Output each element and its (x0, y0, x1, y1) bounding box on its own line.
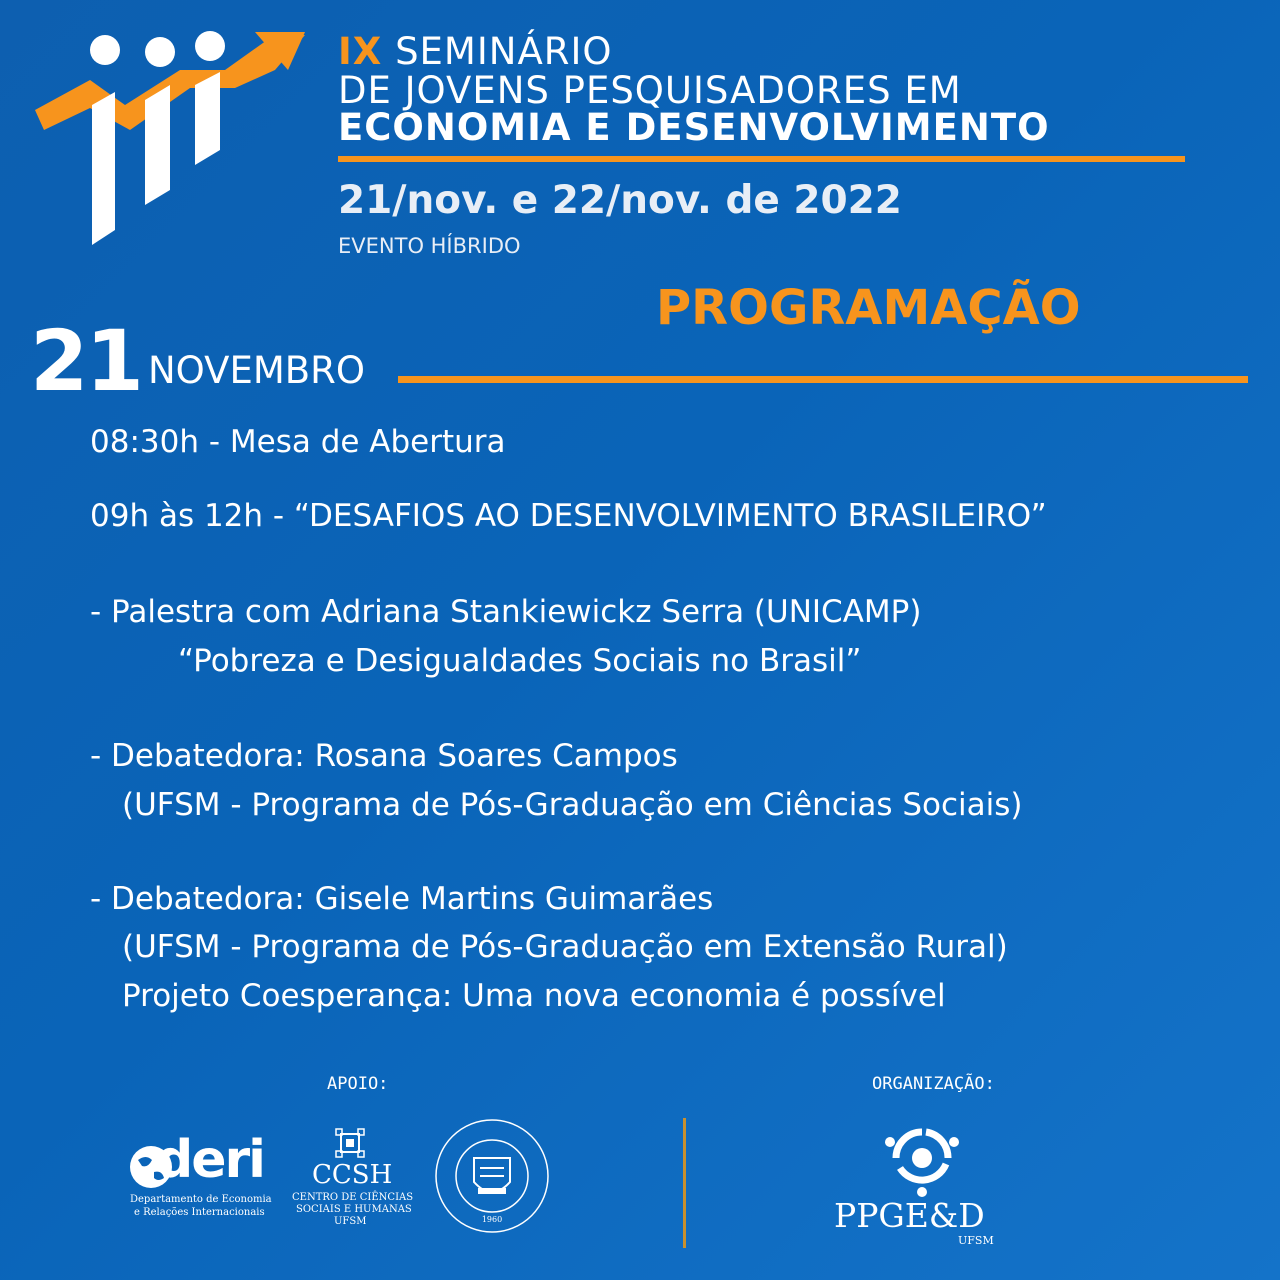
header-divider (338, 156, 1185, 162)
apoio-label: APOIO: (327, 1074, 389, 1094)
programacao-heading: PROGRAMAÇÃO (656, 280, 1081, 336)
organizacao-label: ORGANIZAÇÃO: (872, 1074, 995, 1094)
schedule-item-debater-1-affiliation: (UFSM - Programa de Pós-Graduação em Ciências Sociais) (122, 787, 1023, 823)
svg-text:1960: 1960 (481, 1215, 503, 1224)
ppged-wordmark: PPGE&D (834, 1196, 985, 1235)
seminar-title-economia: ECONOMIA E (338, 106, 612, 149)
seminar-title-line1 (338, 30, 613, 73)
deri-wordmark: deri (156, 1130, 264, 1190)
schedule-item-lecture: - Palestra com Adriana Stankiewickz Serra (UNICAMP) (90, 594, 922, 630)
schedule-item-debater-1: - Debatedora: Rosana Soares Campos (90, 738, 678, 774)
deri-line2: e Relações Internacionais (134, 1207, 265, 1218)
footer-divider (683, 1118, 686, 1248)
schedule-item-debater-2-project: Projeto Coesperança: Uma nova economia é possível (122, 978, 946, 1014)
seminar-word: SEMINÁRIO (395, 30, 613, 73)
ccsh-emblem-icon (335, 1128, 365, 1158)
deri-line1: Departamento de Economia (130, 1194, 272, 1205)
schedule-item-lecture-title: “Pobreza e Desigualdades Sociais no Brasil” (178, 643, 862, 679)
ccsh-wordmark: CCSH (312, 1160, 393, 1190)
ccsh-line2: SOCIAIS E HUMANAS (296, 1204, 412, 1215)
event-mode: EVENTO HÍBRIDO (338, 234, 521, 258)
seminar-title-line2: DE JOVENS PESQUISADORES EM (338, 69, 962, 112)
day-month: NOVEMBRO (148, 349, 365, 392)
ccsh-logo (288, 1128, 412, 1232)
ufsm-seal-icon (434, 1118, 550, 1234)
ppged-sub: UFSM (958, 1234, 994, 1247)
event-dates: 21/nov. e 22/nov. de 2022 (338, 178, 902, 223)
seminar-title-line3 (338, 106, 1050, 149)
schedule-item-session: 09h às 12h - “DESAFIOS AO DESENVOLVIMENTO BRASILEIRO” (90, 498, 1047, 534)
ccsh-line3: UFSM (334, 1216, 367, 1227)
schedule-item-opening: 08:30h - Mesa de Abertura (90, 424, 506, 460)
seminar-title-desenvolvimento: DESENVOLVIMENTO (625, 106, 1050, 149)
ppged-emblem-icon (880, 1118, 964, 1198)
ccsh-line1: CENTRO DE CIÊNCIAS (292, 1192, 414, 1203)
ppged-logo (830, 1114, 1020, 1254)
day-divider (398, 376, 1248, 383)
seminar-edition: IX (338, 30, 383, 73)
day-number: 21 (30, 312, 141, 410)
event-logo-icon (30, 30, 310, 250)
schedule-item-debater-2-affiliation: (UFSM - Programa de Pós-Graduação em Extensão Rural) (122, 929, 1008, 965)
schedule-item-debater-2: - Debatedora: Gisele Martins Guimarães (90, 881, 714, 917)
deri-logo (128, 1128, 272, 1228)
